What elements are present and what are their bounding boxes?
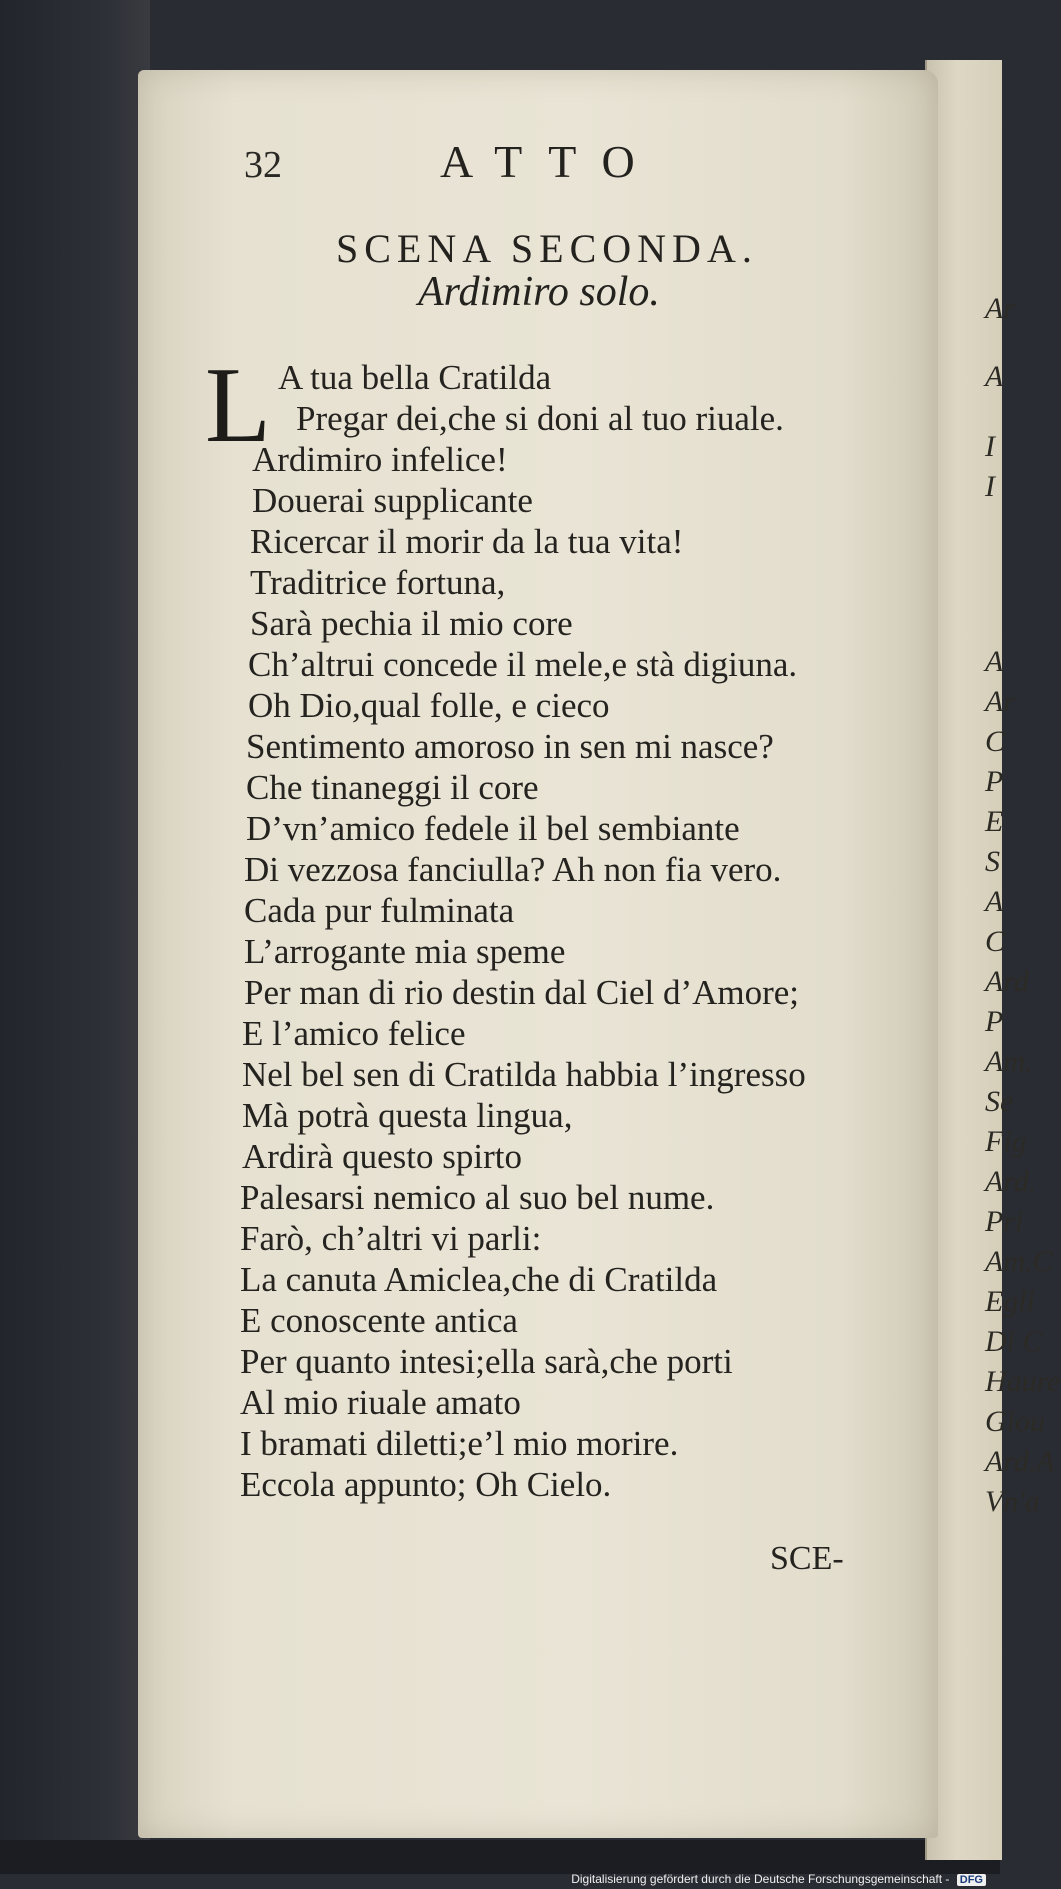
verse-line: Ricercar il morir da la tua vita! bbox=[250, 522, 684, 561]
verse-line: A tua bella Cratilda bbox=[278, 358, 552, 397]
next-page-fragment: I bbox=[985, 430, 995, 463]
next-page-fragment: Am. bbox=[985, 1045, 1033, 1078]
verse-line: Palesarsi nemico al suo bel nume. bbox=[240, 1178, 715, 1217]
verse-line: Ch’altrui concede il mele,e stà digiuna. bbox=[248, 645, 798, 684]
next-page-fragment: Fig bbox=[985, 1125, 1027, 1158]
verse-line: Mà potrà questa lingua, bbox=[242, 1096, 573, 1135]
verse-line: Eccola appunto; Oh Cielo. bbox=[240, 1465, 612, 1504]
verse-line: L’arrogante mia speme bbox=[244, 932, 566, 971]
verse-line: Che tinaneggi il core bbox=[246, 768, 539, 807]
next-page-fragment: Ard.A bbox=[985, 1445, 1055, 1478]
verse-line: Al mio riuale amato bbox=[240, 1383, 521, 1422]
next-page-fragment: A bbox=[985, 360, 1004, 393]
next-page-fragment: Am.C bbox=[985, 1245, 1053, 1278]
verse-line: Cada pur fulminata bbox=[244, 891, 515, 930]
next-page-fragment: Vn'a bbox=[985, 1485, 1040, 1518]
next-page-fragment: S bbox=[985, 845, 1000, 878]
verse-line: Di vezzosa fanciulla? Ah non fia vero. bbox=[244, 850, 782, 889]
next-page-fragment: P bbox=[985, 765, 1004, 798]
page-number: 32 bbox=[244, 144, 282, 186]
next-page-fragment: Ard. bbox=[985, 1165, 1037, 1198]
verse-line: D’vn’amico fedele il bel sembiante bbox=[246, 809, 740, 848]
next-page-fragment: C bbox=[985, 925, 1006, 958]
scene-title: SCENA SECONDA. bbox=[336, 226, 758, 271]
speaker-heading: Ardimiro solo. bbox=[418, 269, 660, 315]
next-page-fragment: A bbox=[985, 885, 1004, 918]
credit-text: Digitalisierung gefördert durch die Deutsche Forschungsgemeinschaft - bbox=[571, 1872, 950, 1886]
next-page-fragment: Giou bbox=[985, 1405, 1045, 1438]
digitization-credit bbox=[571, 1872, 986, 1886]
drop-cap: L bbox=[205, 346, 271, 465]
verse-line: La canuta Amiclea,che di Cratilda bbox=[240, 1260, 718, 1299]
next-page-fragment: I bbox=[985, 470, 995, 503]
verse-line: Sarà pechia il mio core bbox=[250, 604, 573, 643]
verse-line: Per man di rio destin dal Ciel d’Amore; bbox=[244, 973, 800, 1012]
next-page-fragment: Ar bbox=[985, 685, 1015, 718]
verse-line: Traditrice fortuna, bbox=[250, 563, 506, 602]
next-page-fragment: Haure bbox=[985, 1365, 1061, 1398]
running-head: ATTO bbox=[440, 136, 661, 187]
next-page-fragment: Pri bbox=[985, 1205, 1024, 1238]
verse-line: I bramati diletti;e’l mio morire. bbox=[240, 1424, 679, 1463]
next-page-fragment: Egli bbox=[985, 1285, 1035, 1318]
verse-line: Per quanto intesi;ella sarà,che porti bbox=[240, 1342, 733, 1381]
verse-line: Oh Dio,qual folle, e cieco bbox=[248, 686, 610, 725]
verse-line: Farò, ch’altri vi parli: bbox=[240, 1219, 542, 1258]
verse-line: Sentimento amoroso in sen mi nasce? bbox=[246, 727, 774, 766]
verse-line: E l’amico felice bbox=[242, 1014, 466, 1053]
next-page-fragment: Ar bbox=[985, 292, 1015, 325]
catchword: SCE- bbox=[770, 1540, 844, 1577]
next-page-fragment: Ard bbox=[985, 965, 1029, 998]
next-page-fragment: Di C bbox=[985, 1325, 1043, 1358]
next-page-fragment: C bbox=[985, 725, 1006, 758]
verse-line: E conoscente antica bbox=[240, 1301, 518, 1340]
next-page-fragment: A bbox=[985, 645, 1004, 678]
verse-line: Pregar dei,che si doni al tuo riuale. bbox=[296, 399, 784, 438]
dfg-logo: DFG bbox=[957, 1874, 986, 1886]
verse-line: Ardimiro infelice! bbox=[252, 440, 508, 479]
next-page-fragment: P bbox=[985, 1005, 1004, 1038]
background-left bbox=[0, 0, 150, 1840]
next-page-fragment: E bbox=[985, 805, 1004, 838]
background-bottom bbox=[0, 1840, 1000, 1874]
verse-line: Nel bel sen di Cratilda habbia l’ingresso bbox=[242, 1055, 806, 1094]
next-page-fragment: Se bbox=[985, 1085, 1014, 1118]
verse-line: Douerai supplicante bbox=[252, 481, 533, 520]
verse-line: Ardirà questo spirto bbox=[242, 1137, 522, 1176]
